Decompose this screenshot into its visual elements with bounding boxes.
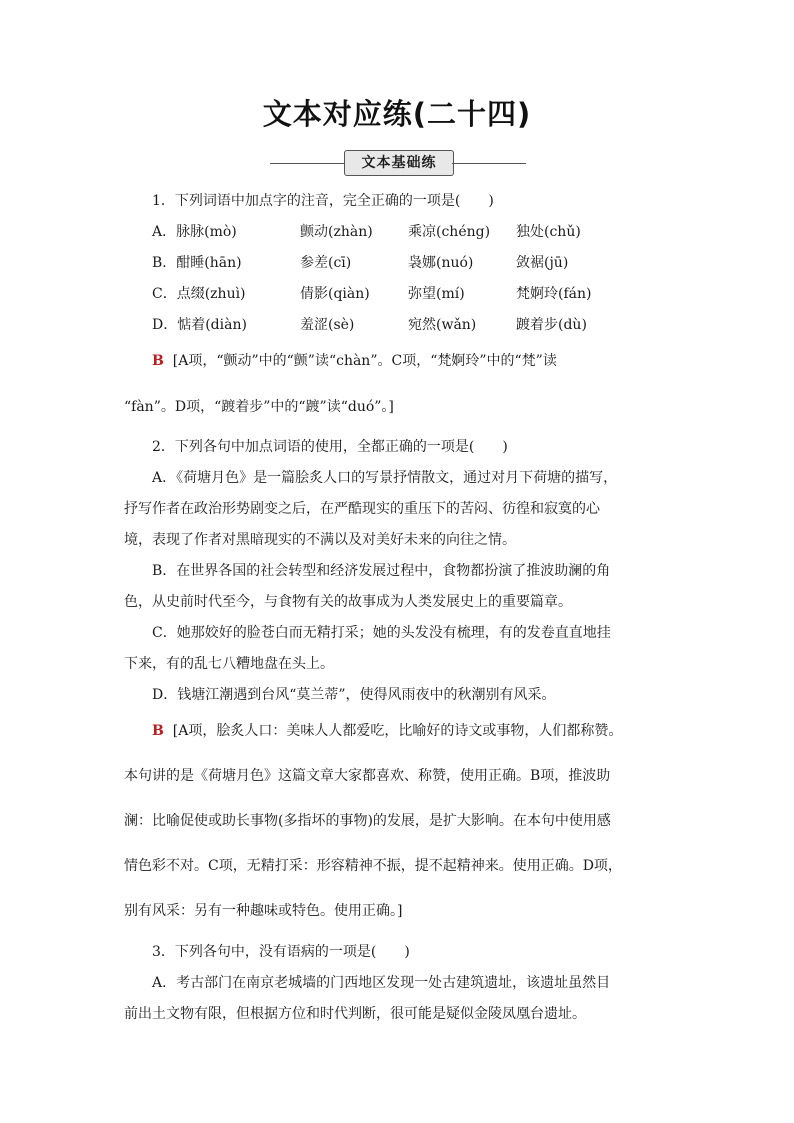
q2-line-3: 境，表现了作者对黑暗现实的不满以及对美好未来的向往之情。 (124, 532, 516, 548)
page-title: 文本对应练(二十四) (262, 97, 532, 131)
q1-option-c-3: 弥望(mí) (408, 286, 465, 302)
q2-line-4: B．在世界各国的社会转型和经济发展过程中，食物都扮演了推波助澜的角 (152, 563, 611, 579)
q2-explain-5: 别有风采：另有一种趣味或特色。使用正确。] (124, 903, 403, 919)
q1-answer-line (152, 350, 557, 370)
q1-option-b-4: 敛裾(jū) (516, 255, 569, 271)
q1-option-c-2: 倩影(qiàn) (300, 286, 370, 302)
q1-option-d-4: 踱着步(dù) (516, 317, 587, 333)
q2-explain-4: 情色彩不对。C项，无精打采：形容精神不振，提不起精神来。使用正确。D项， (124, 858, 622, 874)
q1-option-a-4: 独处(chǔ) (516, 224, 581, 240)
q1-option-d-2: 羞涩(sè) (300, 317, 355, 333)
section-label: 文本基础练 (344, 150, 454, 176)
q1-option-b-2: 参差(cī) (300, 255, 352, 271)
q2-line-7: 下来，有的乱七八糟地盘在头上。 (124, 656, 334, 672)
q1-answer-letter: B (152, 353, 164, 369)
q2-line-6: C．她那姣好的脸苍白而无精打采；她的头发没有梳理，有的发卷直直地挂 (152, 625, 611, 641)
q3-line-2: 前出土文物有限，但根据方位和时代判断，很可能是疑似金陵凤凰台遗址。 (124, 1006, 586, 1022)
q2-line-2: 抒写作者在政治形势剧变之后，在严酷现实的重压下的苦闷、彷徨和寂寞的心 (124, 501, 600, 517)
q2-stem: 2．下列各句中加点词语的使用，全都正确的一项是( ) (152, 439, 508, 455)
q2-line-8: D．钱塘江潮遇到台风“莫兰蒂”，使得风雨夜中的秋潮别有风采。 (152, 687, 556, 703)
q1-option-b-1: B．酣睡(hān) (152, 255, 242, 271)
q2-answer-line (152, 720, 622, 740)
q1-option-a-1: A．脉脉(mò) (152, 224, 237, 240)
q2-explain-1: [A项，脍炙人口：美味人人都爱吃，比喻好的诗文或事物，人们都称赞。 (172, 723, 623, 739)
q2-answer-letter: B (152, 723, 164, 739)
q2-line-5: 色，从史前时代至今，与食物有关的故事成为人类发展史上的重要篇章。 (124, 594, 572, 610)
q3-stem: 3．下列各句中，没有语病的一项是( ) (152, 944, 410, 960)
q1-explain-1: [A项，“颤动”中的“颤”读“chàn”。C项，“梵婀玲”中的“梵”读 (172, 353, 557, 369)
q2-explain-3: 澜：比喻促使或助长事物(多指坏的事物)的发展，是扩大影响。在本句中使用感 (124, 813, 611, 829)
q1-option-c-4: 梵婀玲(fán) (516, 286, 592, 302)
q1-option-c-1: C．点缀(zhuì) (152, 286, 246, 302)
q1-option-a-2: 颤动(zhàn) (300, 224, 373, 240)
q1-option-d-3: 宛然(wǎn) (408, 317, 477, 333)
q1-stem: 1．下列词语中加点字的注音，完全正确的一项是( ) (152, 193, 494, 209)
section-banner (270, 150, 526, 176)
banner-left-rule (270, 163, 344, 164)
q2-explain-2: 本句讲的是《荷塘月色》这篇文章大家都喜欢、称赞，使用正确。B项，推波助 (124, 768, 611, 784)
banner-right-rule (452, 163, 526, 164)
q1-option-d-1: D．惦着(diàn) (152, 317, 247, 333)
q1-option-a-3: 乘凉(chéng) (408, 224, 491, 240)
q3-line-1: A．考古部门在南京老城墙的门西地区发现一处古建筑遗址，该遗址虽然目 (152, 975, 611, 991)
q1-explain-2: “fàn”。D项，“踱着步”中的“踱”读“duó”。] (124, 399, 394, 415)
q2-line-1: A．《荷塘月色》是一篇脍炙人口的写景抒情散文，通过对月下荷塘的描写， (152, 470, 618, 486)
q1-option-b-3: 袅娜(nuó) (408, 255, 474, 271)
